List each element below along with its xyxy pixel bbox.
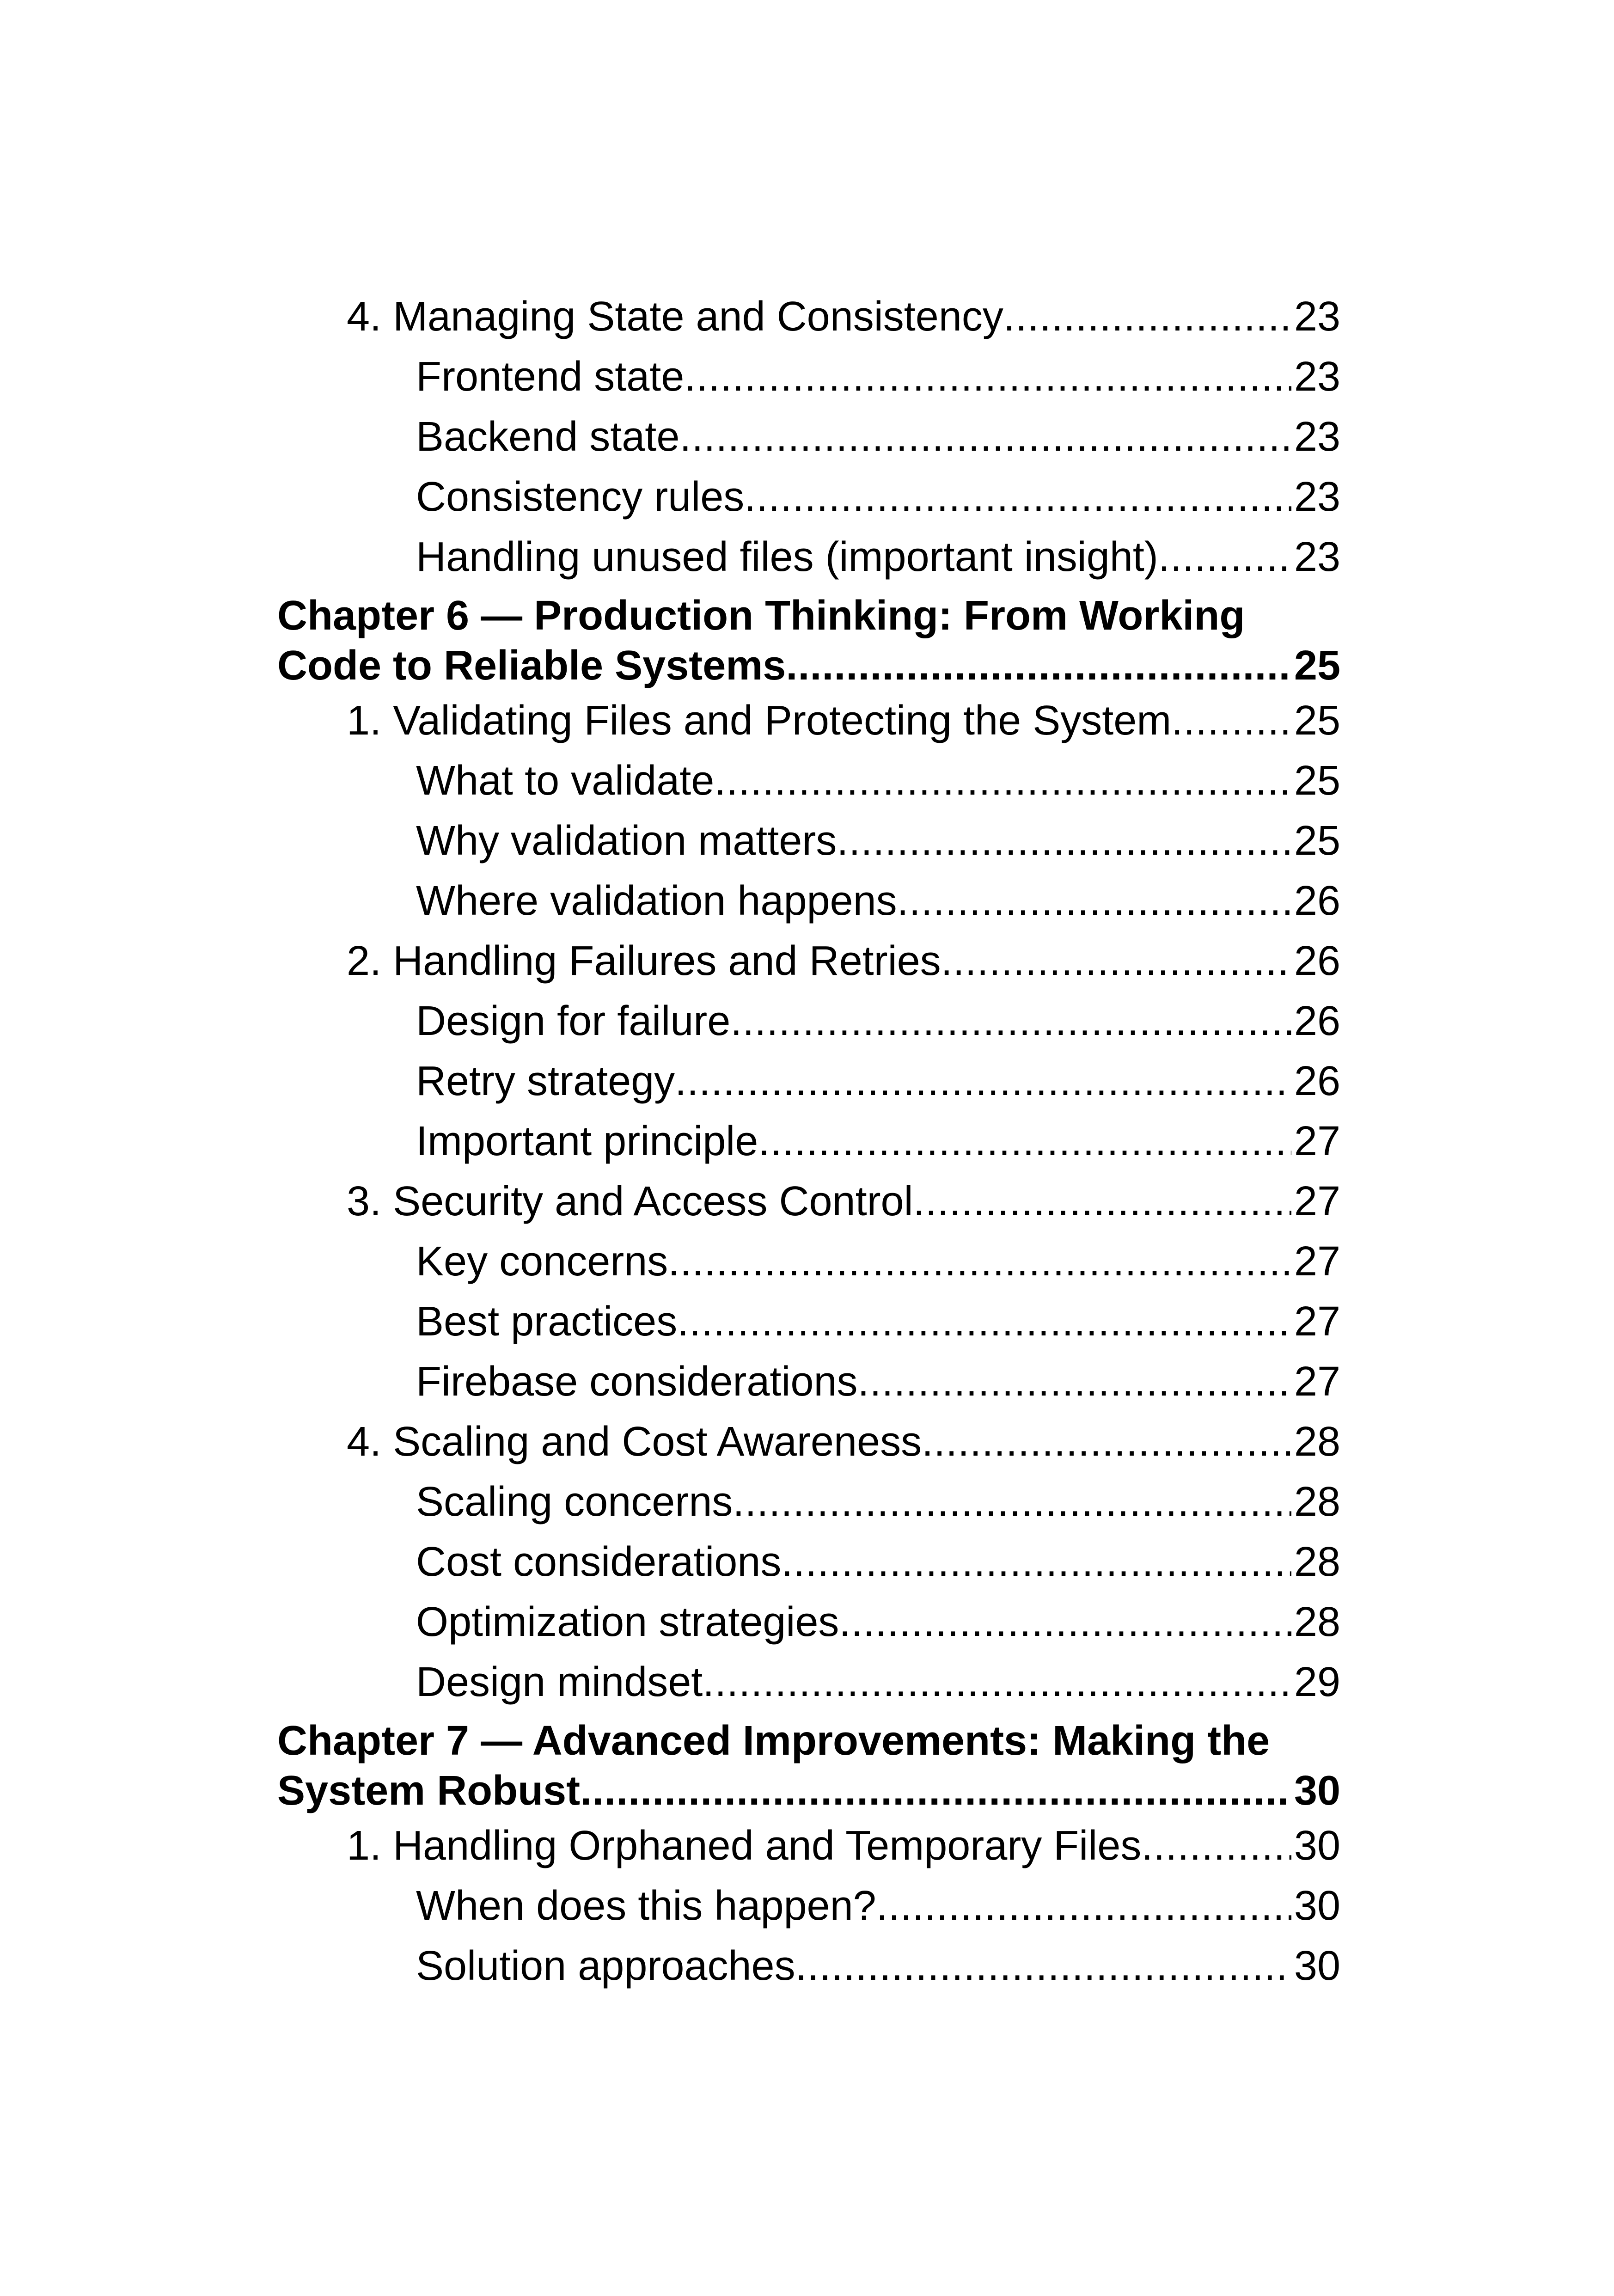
dot-leader	[922, 1412, 1291, 1472]
dot-leader	[941, 931, 1291, 991]
dot-leader	[781, 1532, 1291, 1592]
entry-title: Handling unused files (important insight)	[416, 534, 1158, 580]
dot-leader	[913, 1171, 1291, 1231]
dot-leader	[730, 991, 1291, 1051]
chapter-title-line2: System Robust	[277, 1768, 581, 1814]
entry-title: Design mindset	[416, 1659, 703, 1705]
dot-leader	[1158, 527, 1291, 587]
dot-leader	[679, 407, 1291, 467]
toc-chapter-entry[interactable]	[277, 591, 1340, 691]
toc-chapter-entry[interactable]	[277, 1716, 1340, 1816]
entry-title: 4. Scaling and Cost Awareness	[347, 1419, 922, 1465]
entry-title: Why validation matters	[416, 818, 837, 864]
page-number: 23	[1294, 534, 1340, 580]
toc-section-entry[interactable]	[277, 287, 1340, 347]
entry-title: 3. Security and Access Control	[347, 1178, 913, 1225]
chapter-title-line2: Code to Reliable Systems	[277, 643, 786, 689]
chapter-title-line1: Chapter 7 — Advanced Improvements: Making the	[277, 1718, 1270, 1764]
entry-title: 2. Handling Failures and Retries	[347, 938, 941, 984]
page-number: 28	[1294, 1539, 1340, 1585]
page-number: 28	[1294, 1599, 1340, 1645]
dot-leader	[677, 1292, 1291, 1352]
toc-subsection-entry[interactable]	[277, 1592, 1340, 1652]
page-number: 30	[1294, 1768, 1340, 1814]
chapter-title-line2-row	[277, 641, 1340, 691]
entry-title: Retry strategy	[416, 1058, 675, 1104]
dot-leader	[837, 811, 1291, 871]
page-number: 27	[1294, 1178, 1340, 1225]
dot-leader	[714, 751, 1291, 811]
entry-title: Key concerns	[416, 1238, 668, 1285]
entry-title: Important principle	[416, 1118, 758, 1164]
dot-leader	[1171, 691, 1291, 751]
page-number: 28	[1294, 1479, 1340, 1525]
toc-subsection-entry[interactable]	[277, 871, 1340, 931]
page-number: 23	[1294, 294, 1340, 340]
dot-leader	[786, 641, 1291, 691]
toc-subsection-entry[interactable]	[277, 1352, 1340, 1412]
toc-subsection-entry[interactable]	[277, 1111, 1340, 1171]
dot-leader	[1141, 1816, 1291, 1876]
page-number: 23	[1294, 354, 1340, 400]
toc-section-entry[interactable]	[277, 1816, 1340, 1876]
entry-title: 4. Managing State and Consistency	[347, 294, 1003, 340]
page-number: 27	[1294, 1238, 1340, 1285]
toc-section-entry[interactable]	[277, 1171, 1340, 1231]
entry-title: Scaling concerns	[416, 1479, 733, 1525]
dot-leader	[733, 1472, 1291, 1532]
entry-title: What to validate	[416, 758, 715, 804]
entry-title: 1. Handling Orphaned and Temporary Files	[347, 1823, 1142, 1869]
dot-leader	[897, 871, 1291, 931]
toc-subsection-entry[interactable]	[277, 1532, 1340, 1592]
dot-leader	[684, 347, 1291, 407]
dot-leader	[876, 1876, 1291, 1936]
toc-subsection-entry[interactable]	[277, 347, 1340, 407]
entry-title: Cost considerations	[416, 1539, 782, 1585]
dot-leader	[758, 1111, 1291, 1171]
chapter-title-line1: Chapter 6 — Production Thinking: From Working	[277, 593, 1245, 639]
dot-leader	[675, 1051, 1291, 1111]
page-number: 27	[1294, 1298, 1340, 1345]
page-number: 30	[1294, 1943, 1340, 1989]
dot-leader	[839, 1592, 1291, 1652]
dot-leader	[580, 1766, 1291, 1816]
page-number: 29	[1294, 1659, 1340, 1705]
page-number: 30	[1294, 1883, 1340, 1929]
toc-subsection-entry[interactable]	[277, 1292, 1340, 1352]
dot-leader	[744, 467, 1291, 527]
chapter-title-line2-row	[277, 1766, 1340, 1816]
entry-title: Where validation happens	[416, 878, 897, 924]
page-number: 26	[1294, 938, 1340, 984]
page-number: 25	[1294, 643, 1340, 689]
toc-subsection-entry[interactable]	[277, 991, 1340, 1051]
toc-subsection-entry[interactable]	[277, 811, 1340, 871]
page-number: 25	[1294, 818, 1340, 864]
entry-title: Solution approaches	[416, 1943, 795, 1989]
entry-title: Best practices	[416, 1298, 678, 1345]
page-number: 23	[1294, 474, 1340, 520]
page-number: 27	[1294, 1118, 1340, 1164]
toc-section-entry[interactable]	[277, 931, 1340, 991]
page-number: 23	[1294, 414, 1340, 460]
toc-subsection-entry[interactable]	[277, 467, 1340, 527]
page-number: 26	[1294, 1058, 1340, 1104]
dot-leader	[795, 1936, 1291, 1996]
entry-title: Consistency rules	[416, 474, 745, 520]
entry-title: Optimization strategies	[416, 1599, 839, 1645]
toc-subsection-entry[interactable]	[277, 1652, 1340, 1712]
toc-subsection-entry[interactable]	[277, 1472, 1340, 1532]
entry-title: When does this happen?	[416, 1883, 876, 1929]
entry-title: Firebase considerations	[416, 1359, 858, 1405]
page-number: 26	[1294, 878, 1340, 924]
dot-leader	[858, 1352, 1291, 1412]
page-number: 25	[1294, 758, 1340, 804]
toc-subsection-entry[interactable]	[277, 527, 1340, 587]
dot-leader	[703, 1652, 1291, 1712]
entry-title: Backend state	[416, 414, 680, 460]
entry-title: 1. Validating Files and Protecting the System	[347, 698, 1172, 744]
dot-leader	[668, 1231, 1291, 1292]
page-number: 25	[1294, 698, 1340, 744]
toc-subsection-entry[interactable]	[277, 1231, 1340, 1292]
dot-leader	[1003, 287, 1291, 347]
toc-subsection-entry[interactable]	[277, 407, 1340, 467]
toc-subsection-entry[interactable]	[277, 1876, 1340, 1936]
toc-subsection-entry[interactable]	[277, 1051, 1340, 1111]
page-number: 30	[1294, 1823, 1340, 1869]
page-number: 27	[1294, 1359, 1340, 1405]
entry-title: Design for failure	[416, 998, 731, 1044]
page-number: 26	[1294, 998, 1340, 1044]
toc-subsection-entry[interactable]	[277, 751, 1340, 811]
toc-section-entry[interactable]	[277, 691, 1340, 751]
page-number: 28	[1294, 1419, 1340, 1465]
toc-subsection-entry[interactable]	[277, 1936, 1340, 1996]
entry-title: Frontend state	[416, 354, 685, 400]
toc-section-entry[interactable]	[277, 1412, 1340, 1472]
table-of-contents	[277, 287, 1340, 1996]
